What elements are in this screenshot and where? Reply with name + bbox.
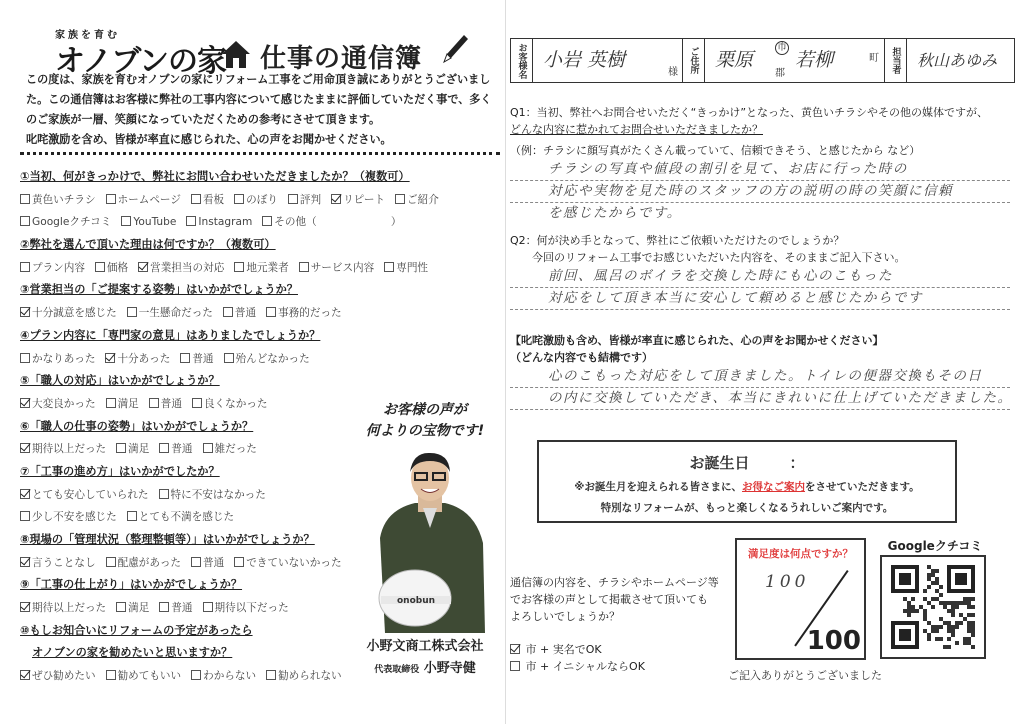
checkbox[interactable] (20, 353, 30, 363)
dotted-divider (20, 152, 500, 158)
birthday-box[interactable] (537, 440, 957, 523)
checkbox[interactable] (121, 216, 131, 226)
checkbox-option[interactable] (20, 597, 106, 620)
question-heading: ⑦「工事の進め方」はいかがでしたか？ (20, 464, 220, 478)
checkbox-checked[interactable] (20, 557, 30, 567)
option-label: リピート (343, 193, 386, 206)
option-label: 期待以上だった (32, 602, 107, 615)
checkbox[interactable] (234, 262, 244, 272)
consent-text: 通信簿の内容を、チラシやホームページ等 (510, 576, 719, 589)
checkbox-checked[interactable] (20, 602, 30, 612)
catchphrase-line: お客様の声が (383, 402, 467, 418)
score-value: 100 (765, 572, 810, 592)
checkbox-option[interactable] (20, 484, 149, 507)
checkbox-option[interactable] (20, 257, 85, 280)
checkbox[interactable] (234, 194, 244, 204)
checkbox[interactable] (159, 602, 169, 612)
checkbox-checked[interactable] (20, 489, 30, 499)
checkbox-option[interactable] (20, 211, 111, 234)
question-text: Q2：何が決め手となって、弊社にご依頼いただけたのでしょうか？ (510, 234, 845, 247)
customer-name-field[interactable] (533, 39, 683, 82)
option-label: 勧めてもいい (117, 670, 182, 683)
option-label: ホームページ (117, 193, 181, 206)
checkbox-checked[interactable] (331, 194, 341, 204)
checkbox[interactable] (127, 307, 137, 317)
options-row (20, 257, 500, 280)
checkbox[interactable] (262, 216, 272, 226)
options-row (20, 302, 500, 325)
question-heading: ⑩もしお知合いにリフォームの予定があったら (20, 623, 253, 637)
consent-text: でお客様の声として掲載させて頂いても (510, 593, 708, 606)
option-label: 少し不安を感じた (32, 511, 117, 524)
town-suffix: 町 (869, 53, 879, 64)
option-label: 事務的だった (278, 307, 342, 320)
thanks-message: ご記入ありがとうございました (728, 669, 882, 682)
checkbox[interactable] (510, 661, 520, 671)
checkbox-option[interactable] (116, 597, 149, 620)
checkbox[interactable] (20, 262, 30, 272)
name-suffix: 様 (668, 67, 678, 78)
house-icon (220, 38, 252, 70)
intro-line: 叱咤激励を含め、皆様が率直に感じられた、心の声をお聞かせください。 (26, 133, 392, 146)
checkbox[interactable] (384, 262, 394, 272)
question-heading: ⑤「職人の対応」はいかがでしょうか？ (20, 374, 220, 388)
checkbox-option[interactable] (331, 189, 385, 212)
answer-line[interactable]: 対応や実物を見た時のスタッフの方の説明の時の笑顔に信頼 (510, 181, 1010, 203)
checkbox-option[interactable] (234, 257, 288, 280)
catchphrase-line: 何よりの宝物です! (365, 423, 485, 439)
question-heading: ②弊社を選んで頂いた理由は何ですか？（複数可） (20, 238, 276, 252)
checkbox-option[interactable] (180, 348, 213, 371)
option-label: 満足 (117, 397, 139, 410)
checkbox-option[interactable] (127, 506, 234, 529)
option-label: 良くなかった (203, 397, 268, 410)
option-label: 評判 (299, 193, 322, 206)
logo-tagline: 家族を育む (55, 30, 120, 41)
checkbox[interactable] (234, 557, 244, 567)
option-label: 勧められない (278, 670, 342, 683)
note-text: ※お誕生月を迎えられる皆さまに、 (574, 481, 743, 493)
checkbox-option[interactable] (266, 665, 342, 688)
checkbox-checked[interactable] (20, 307, 30, 317)
note-highlight: お得なご案内 (742, 481, 806, 493)
checkbox[interactable] (223, 307, 233, 317)
checkbox-option[interactable] (266, 302, 342, 325)
checkbox[interactable] (106, 670, 116, 680)
option-label: 期待以下だった (214, 602, 289, 615)
checkbox-option[interactable] (384, 257, 428, 280)
checkbox-option[interactable] (105, 348, 170, 371)
option-label: 市 + イニシャルならOK (525, 660, 645, 673)
logo-subtitle: 仕事の通信簿 (260, 44, 423, 74)
rep-title: 代表取締役 (374, 665, 420, 675)
option-label: とても不満を感じた (138, 511, 235, 524)
option-label: 一生懸命だった (138, 307, 213, 320)
checkbox-option[interactable] (95, 257, 128, 280)
voice-heading: 【叱咤激励も含め、皆様が率直に感じられた、心の声をお聞かせください】 (510, 334, 884, 347)
checkbox[interactable] (116, 443, 126, 453)
checkbox-option[interactable] (106, 665, 182, 688)
score-title: 満足度は何点ですか？ (748, 548, 853, 560)
checkbox-checked[interactable] (138, 262, 148, 272)
checkbox-option[interactable] (395, 189, 439, 212)
option-label: 大変良かった (32, 397, 96, 410)
checkbox-option[interactable] (20, 393, 96, 416)
checkbox-option[interactable] (299, 257, 375, 280)
option-label: 普通 (171, 602, 193, 615)
answer-line[interactable]: チラシの写真や値段の割引を見て、お店に行った時の (510, 159, 1010, 181)
checkbox-checked[interactable] (105, 353, 115, 363)
birthday-note (539, 479, 955, 494)
intro-text (26, 70, 504, 150)
customer-name-label: お客様名 (511, 39, 533, 82)
checkbox[interactable] (159, 443, 169, 453)
checkbox[interactable] (180, 353, 190, 363)
town-value: 若柳 (795, 49, 834, 71)
option-label: 特に不安はなかった (170, 488, 266, 501)
option-label: 普通 (234, 307, 257, 320)
options-row (20, 348, 500, 371)
checkbox-option[interactable] (159, 484, 266, 507)
option-label: YouTube (133, 216, 177, 229)
checkbox-option[interactable] (192, 393, 268, 416)
question-heading: ③営業担当の「ご提案する姿勢」はいかがでしょうか？ (20, 283, 298, 297)
question-text: Q1：当初、弊社へお問合せいただく“きっかけ”となった、黄色いチラシやその他の媒体ですが、 (510, 106, 989, 119)
option-label: できていないかった (246, 556, 342, 569)
checkbox-option[interactable] (191, 189, 224, 212)
promo-area (350, 393, 500, 683)
pencil-icon (440, 32, 470, 66)
option-label: サービス内容 (310, 261, 375, 274)
checkbox-option[interactable] (106, 393, 139, 416)
checkbox-option[interactable] (20, 348, 95, 371)
option-label: 言うことなし (32, 556, 96, 569)
checkbox-option[interactable] (159, 438, 192, 461)
city-value: 栗原 (715, 49, 754, 71)
checkbox[interactable] (191, 557, 201, 567)
note-text: をさせていただきます。 (805, 481, 920, 493)
answer-line[interactable]: の内に交換していただき、本当にきれいに仕上げていただきました。 (510, 388, 1010, 410)
option-label: のぼり (246, 193, 278, 206)
checkbox-option[interactable] (288, 189, 321, 212)
checkbox[interactable] (116, 602, 126, 612)
option-label: 雑だった (214, 443, 257, 456)
question-heading: オノブンの家を勧めたいと思いますか？ (32, 646, 233, 660)
option-label: 価格 (106, 261, 129, 274)
checkbox-option[interactable] (20, 506, 117, 529)
google-review-label: Googleクチコミ (887, 539, 983, 553)
score-max: 100 (806, 626, 861, 656)
checkbox-option[interactable] (234, 552, 341, 575)
customer-info-table (510, 38, 1015, 83)
option-label: 普通 (171, 443, 193, 456)
checkbox[interactable] (192, 398, 202, 408)
voice-subheading: （どんな内容でも結構です） (510, 351, 653, 364)
qr-code-icon (890, 565, 976, 649)
address-field[interactable] (705, 39, 885, 82)
birthday-colon: ： (789, 454, 805, 472)
checkbox-option[interactable] (223, 302, 256, 325)
options-row (20, 211, 500, 234)
intro-line: この度は、家族を育むオノブンの家にリフォーム工事をご用命頂き誠にありがとうございまし (26, 73, 491, 86)
question-text: 今回のリフォーム工事でお感じいただいた内容を、そのままご記入下さい。 (532, 251, 906, 264)
checkbox-option[interactable] (138, 257, 224, 280)
birthday-note-2: 特別なリフォームが、もっと楽しくなるうれしいご案内です。 (600, 502, 894, 514)
checkbox[interactable] (20, 194, 30, 204)
checkbox-option[interactable] (159, 597, 192, 620)
satisfaction-score-box[interactable] (735, 538, 866, 660)
checkbox[interactable] (159, 489, 169, 499)
option-label: 市 + 実名でOK (525, 643, 602, 656)
option-label: 配慮があった (117, 556, 182, 569)
consent-option-real-name[interactable] (510, 641, 740, 658)
checkbox[interactable] (106, 398, 116, 408)
checkbox[interactable] (191, 670, 201, 680)
question-text: どんな内容に惹かれてお問合せいただきましたか？ (510, 123, 763, 136)
page-fold-divider (505, 0, 506, 724)
question-heading: ⑥「職人の仕事の姿勢」はいかがでしょうか？ (20, 419, 254, 433)
consent-option-initials[interactable] (510, 658, 740, 675)
answer-line[interactable]: を感じたからです。 (548, 205, 682, 221)
checkbox-option[interactable] (121, 211, 176, 234)
checkbox[interactable] (95, 262, 105, 272)
option-label: ご紹介 (407, 193, 439, 206)
option-label: 専門性 (396, 261, 429, 274)
checkbox-checked[interactable] (20, 398, 30, 408)
option-label: かなりあった (32, 352, 96, 365)
checkbox-option[interactable] (224, 348, 310, 371)
birthday-label: お誕生日 (689, 454, 750, 472)
checkbox-option[interactable] (20, 438, 106, 461)
checkbox[interactable] (186, 216, 196, 226)
checkbox-option[interactable] (191, 552, 224, 575)
answer-line[interactable]: 前回、風呂のボイラを交換した時にも心のこもった (510, 266, 1010, 288)
option-label: プラン内容 (32, 261, 85, 274)
checkbox-option[interactable] (203, 597, 289, 620)
open-question-1 (510, 104, 1010, 225)
logo-brand: オノブンの家 (55, 44, 226, 79)
staff-label: 担当者 (885, 39, 907, 82)
rep-name: 小野寺健 (423, 661, 476, 676)
option-label: 看板 (202, 193, 225, 206)
company-name: 小野文商工株式会社 (366, 639, 484, 654)
question-heading: ⑧現場の「管理状況（整理整頓等）」はいかがでしょうか？ (20, 533, 315, 546)
option-label: 普通 (203, 556, 225, 569)
address-label: ご住所 (683, 39, 705, 82)
checkbox-option[interactable] (186, 211, 252, 234)
checkbox[interactable] (203, 443, 213, 453)
checkbox-option[interactable] (116, 438, 149, 461)
voice-section (510, 332, 1013, 410)
checkbox-option[interactable] (106, 552, 181, 575)
checkbox[interactable] (299, 262, 309, 272)
open-question-2 (510, 232, 1010, 310)
checkbox[interactable] (510, 644, 520, 654)
helmet-logo: onobun (397, 596, 436, 606)
checkbox-option[interactable] (20, 302, 117, 325)
checkbox-option[interactable] (20, 189, 96, 212)
publish-consent (510, 574, 740, 675)
city-suffix: 市 (777, 42, 787, 53)
option-label: 営業担当の対応 (150, 261, 225, 274)
checkbox[interactable] (288, 194, 298, 204)
consent-text: よろしいでしょうか？ (510, 610, 620, 623)
option-label: 地元業者 (246, 261, 289, 274)
checkbox[interactable] (20, 216, 30, 226)
checkbox[interactable] (395, 194, 405, 204)
checkbox-option[interactable] (203, 438, 257, 461)
checkbox-checked[interactable] (20, 670, 30, 680)
option-label: 満足 (128, 602, 150, 615)
checkbox[interactable] (266, 307, 276, 317)
option-label: 黄色いチラシ (32, 193, 96, 206)
checkbox[interactable] (106, 194, 116, 204)
question-heading: ④プラン内容に「専門家の意見」はありましたでしょうか？ (20, 328, 321, 342)
checkbox-option[interactable] (262, 211, 401, 234)
customer-name-value: 小岩 英樹 (543, 49, 626, 71)
intro-line: た。この通信簿はお客様に弊社の工事内容について感じたままに評価していただく事で、多く (26, 93, 492, 106)
option-label: わからない (203, 670, 257, 683)
checkbox[interactable] (20, 511, 30, 521)
staff-field[interactable]: 秋山あゆみ (917, 51, 998, 70)
option-label: 殆んどなかった (235, 352, 310, 365)
checkbox[interactable] (106, 557, 116, 567)
option-label: Googleクチコミ (32, 216, 112, 229)
option-label: 十分あった (117, 352, 171, 365)
checkbox-option[interactable] (20, 552, 96, 575)
option-label: 十分誠意を感じた (32, 307, 117, 320)
question-heading: ①当初、何がきっかけで、弊社にお問い合わせいただきましたか？（複数可） (20, 170, 410, 183)
logo (55, 26, 475, 79)
option-label: Instagram (198, 216, 253, 229)
qr-code[interactable] (880, 555, 986, 659)
question-heading: ⑨「工事の仕上がり」はいかがでしょうか？ (20, 578, 243, 592)
county-suffix: 郡 (775, 68, 785, 79)
option-label: とても安心していられた (32, 488, 149, 501)
checkbox[interactable] (224, 353, 234, 363)
option-label: 満足 (128, 443, 150, 456)
checkbox-option[interactable] (149, 393, 182, 416)
option-label: その他（ ） (274, 216, 402, 229)
checkbox-option[interactable] (191, 665, 256, 688)
intro-line: のご家族が一層、笑顔になっていただくための参考にさせて頂きます。 (26, 113, 381, 126)
option-label: 普通 (160, 397, 182, 410)
checkbox-option[interactable] (20, 665, 96, 688)
question-example: （例：チラシに顔写真がたくさん載っていて、信頼できそう、と感じたから など） (510, 144, 921, 157)
checkbox-option[interactable] (106, 189, 181, 212)
staff-photo (375, 448, 485, 633)
options-row (20, 189, 500, 212)
option-label: 普通 (192, 352, 214, 365)
checkbox[interactable] (127, 511, 137, 521)
checkbox-checked[interactable] (20, 443, 30, 453)
checkbox[interactable] (191, 194, 201, 204)
checkbox[interactable] (203, 602, 213, 612)
checkbox[interactable] (266, 670, 276, 680)
option-label: 期待以上だった (32, 443, 107, 456)
checkbox-option[interactable] (127, 302, 213, 325)
answer-line[interactable]: 心のこもった対応をして頂きました。トイレの便器交換もその日 (510, 366, 1010, 388)
checkbox-option[interactable] (234, 189, 278, 212)
checkbox[interactable] (149, 398, 159, 408)
answer-line[interactable]: 対応をして頂き本当に安心して頼めると感じたからです (510, 288, 1010, 310)
option-label: ぜひ勧めたい (32, 670, 96, 683)
